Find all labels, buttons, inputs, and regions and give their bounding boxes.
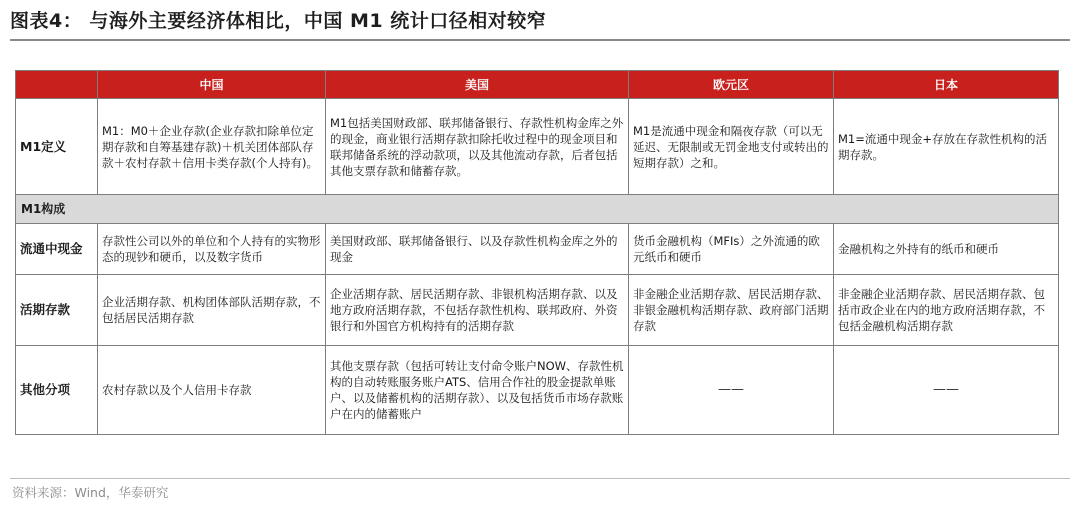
m1-comparison-table	[15, 70, 1059, 435]
row-demand-deposits	[16, 275, 1059, 346]
figure-title: 图表4： 与海外主要经济体相比，中国 M1 统计口径相对较窄	[10, 10, 547, 32]
header-us: 美国	[326, 71, 629, 99]
cell-cash-us: 美国财政部、联邦储备银行、以及存款性机构金库之外的现金	[326, 224, 629, 275]
header-row	[16, 71, 1059, 99]
cell-demand-us: 企业活期存款、居民活期存款、非银机构活期存款、以及地方政府活期存款，不包括存款性机构、联邦政府、外资银行和外国官方机构持有的活期存款	[326, 275, 629, 346]
cell-other-japan: ——	[834, 346, 1059, 435]
row-label-definition: M1定义	[16, 99, 98, 195]
cell-cash-euro: 货币金融机构（MFIs）之外流通的欧元纸币和硬币	[629, 224, 834, 275]
header-japan: 日本	[834, 71, 1059, 99]
cell-demand-china: 企业活期存款、机构团体部队活期存款，不包括居民活期存款	[98, 275, 326, 346]
row-label-demand: 活期存款	[16, 275, 98, 346]
header-china: 中国	[98, 71, 326, 99]
title-divider	[10, 39, 1070, 41]
cell-other-us: 其他支票存款（包括可转让支付命令账户NOW、存款性机构的自动转账服务账户ATS、信用合作社的股金提款单账户、以及储蓄机构的活期存款）、以及包括货币市场存款账户在内的储蓄账户	[326, 346, 629, 435]
cell-cash-china: 存款性公司以外的单位和个人持有的实物形态的现钞和硬币，以及数字货币	[98, 224, 326, 275]
source-note: 资料来源：Wind，华泰研究	[12, 485, 169, 500]
row-label-other: 其他分项	[16, 346, 98, 435]
header-corner-cell	[16, 71, 98, 99]
cell-definition-us: M1包括美国财政部、联邦储备银行、存款性机构金库之外的现金，商业银行活期存款扣除托收过程中的现金项目和联邦储备系统的浮动款项，以及其他流动存款，后者包括其他支票存款和储蓄存款。	[326, 99, 629, 195]
row-other-items	[16, 346, 1059, 435]
row-currency-in-circulation	[16, 224, 1059, 275]
cell-cash-japan: 金融机构之外持有的纸币和硬币	[834, 224, 1059, 275]
section-m1-composition	[16, 195, 1059, 224]
footer-divider	[10, 478, 1070, 479]
header-euro: 欧元区	[629, 71, 834, 99]
cell-definition-china: M1：M0＋企业存款(企业存款扣除单位定期存款和自筹基建存款)＋机关团体部队存款＋农村存款＋信用卡类存款(个人持有)。	[98, 99, 326, 195]
cell-demand-japan: 非金融企业活期存款、居民活期存款、包括市政企业在内的地方政府活期存款，不包括金融机构活期存款	[834, 275, 1059, 346]
cell-demand-euro: 非金融企业活期存款、居民活期存款、非银金融机构活期存款、政府部门活期存款	[629, 275, 834, 346]
row-label-cash: 流通中现金	[16, 224, 98, 275]
cell-other-euro: ——	[629, 346, 834, 435]
cell-definition-euro: M1是流通中现金和隔夜存款（可以无延迟、无限制或无罚金地支付或转出的短期存款）之和。	[629, 99, 834, 195]
cell-definition-japan: M1=流通中现金+存放在存款性机构的活期存款。	[834, 99, 1059, 195]
cell-other-china: 农村存款以及个人信用卡存款	[98, 346, 326, 435]
section-label-composition: M1构成	[16, 195, 1059, 224]
row-m1-definition	[16, 99, 1059, 195]
